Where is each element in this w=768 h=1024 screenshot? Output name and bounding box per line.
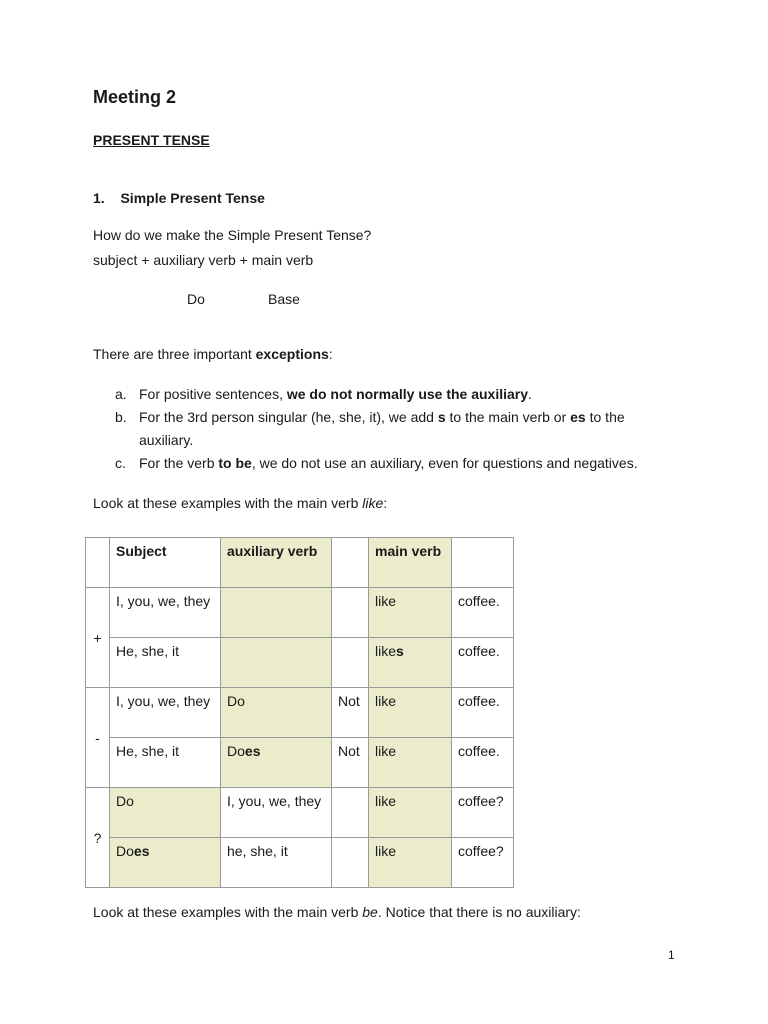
cell-main-verb: like bbox=[369, 788, 452, 838]
be-intro-italic: be bbox=[362, 904, 378, 920]
cell-subject: He, she, it bbox=[110, 638, 221, 688]
section-title: PRESENT TENSE bbox=[93, 132, 210, 148]
cell-auxiliary bbox=[221, 588, 332, 638]
cell-text: Do bbox=[227, 693, 245, 709]
list-bold-text: we do not normally use the auxiliary bbox=[286, 386, 529, 402]
examples-intro-text: Look at these examples with the main verb bbox=[93, 495, 363, 511]
formula-note-aux: Do bbox=[187, 291, 205, 307]
cell-not bbox=[332, 788, 369, 838]
negative-sign: - bbox=[86, 688, 110, 788]
table-row bbox=[86, 688, 514, 738]
table-row bbox=[86, 838, 514, 888]
list-text: For positive sentences, bbox=[139, 386, 287, 402]
cell-object: coffee? bbox=[452, 838, 514, 888]
list-bold-text: es bbox=[570, 409, 586, 425]
cell-text: Do bbox=[116, 843, 134, 859]
cell-text: like bbox=[375, 693, 397, 709]
cell-not bbox=[332, 838, 369, 888]
cell-suffix: s bbox=[396, 643, 404, 659]
be-examples-intro bbox=[93, 904, 581, 920]
header-auxiliary-verb: auxiliary verb bbox=[221, 538, 332, 588]
cell-subject: I, you, we, they bbox=[221, 788, 332, 838]
exceptions-intro-bold: exceptions bbox=[255, 346, 329, 362]
cell-not: Not bbox=[332, 688, 369, 738]
cell-subject: I, you, we, they bbox=[110, 688, 221, 738]
examples-intro-end: : bbox=[383, 495, 388, 511]
cell-main-verb: like bbox=[369, 838, 452, 888]
list-text: to the auxiliary. bbox=[139, 409, 625, 448]
question-line: How do we make the Simple Present Tense? bbox=[93, 227, 372, 243]
cell-text: Do bbox=[116, 793, 134, 809]
cell-text: like bbox=[375, 643, 397, 659]
list-item bbox=[115, 406, 675, 452]
list-marker: a. bbox=[115, 386, 127, 402]
cell-auxiliary bbox=[110, 788, 221, 838]
header-subject: Subject bbox=[110, 538, 221, 588]
cell-auxiliary bbox=[110, 838, 221, 888]
cell-object: coffee. bbox=[452, 688, 514, 738]
table-header-row bbox=[86, 538, 514, 588]
header-not bbox=[332, 538, 369, 588]
formula-note-main: Base bbox=[268, 291, 300, 307]
subsection-heading bbox=[93, 190, 265, 206]
page-heading: Meeting 2 bbox=[93, 87, 177, 107]
cell-object: coffee. bbox=[452, 588, 514, 638]
formula-line: subject + auxiliary verb + main verb bbox=[93, 252, 314, 268]
exceptions-intro-end: : bbox=[328, 346, 333, 362]
exceptions-list bbox=[115, 383, 675, 475]
list-text: For the 3rd person singular (he, she, it), we add bbox=[139, 409, 438, 425]
question-sign: ? bbox=[86, 788, 110, 888]
page-number: 1 bbox=[668, 948, 675, 962]
cell-object: coffee? bbox=[452, 788, 514, 838]
list-marker: c. bbox=[115, 455, 126, 471]
header-main-verb: main verb bbox=[369, 538, 452, 588]
list-marker: b. bbox=[115, 409, 127, 425]
cell-subject: he, she, it bbox=[221, 838, 332, 888]
exceptions-intro bbox=[93, 346, 333, 362]
cell-main-verb bbox=[369, 738, 452, 788]
cell-suffix: es bbox=[133, 843, 150, 859]
cell-text: Do bbox=[227, 743, 245, 759]
table-row bbox=[86, 788, 514, 838]
cell-auxiliary bbox=[221, 688, 332, 738]
grammar-table bbox=[85, 537, 514, 888]
table-row bbox=[86, 638, 514, 688]
cell-not: Not bbox=[332, 738, 369, 788]
positive-sign: + bbox=[86, 588, 110, 688]
cell-subject: I, you, we, they bbox=[110, 588, 221, 638]
list-text: For the verb bbox=[139, 455, 219, 471]
list-text: , we do not use an auxiliary, even for questions and negatives. bbox=[251, 455, 638, 471]
list-bold-text: to be bbox=[218, 455, 252, 471]
cell-text: like bbox=[375, 743, 397, 759]
cell-auxiliary bbox=[221, 638, 332, 688]
subsection-number: 1. bbox=[93, 190, 105, 206]
cell-main-verb bbox=[369, 688, 452, 738]
cell-not bbox=[332, 588, 369, 638]
cell-object: coffee. bbox=[452, 738, 514, 788]
be-intro-text-end: . Notice that there is no auxiliary: bbox=[377, 904, 581, 920]
cell-subject: He, she, it bbox=[110, 738, 221, 788]
cell-object: coffee. bbox=[452, 638, 514, 688]
list-text: to the main verb or bbox=[445, 409, 571, 425]
cell-not bbox=[332, 638, 369, 688]
cell-text: like bbox=[375, 593, 397, 609]
header-object bbox=[452, 538, 514, 588]
list-bold-text: s bbox=[437, 409, 446, 425]
table-row bbox=[86, 588, 514, 638]
cell-main-verb bbox=[369, 638, 452, 688]
list-text: . bbox=[528, 386, 532, 402]
examples-intro bbox=[93, 495, 387, 511]
examples-intro-italic: like bbox=[362, 495, 384, 511]
cell-suffix: es bbox=[244, 743, 261, 759]
table-cell-empty bbox=[86, 538, 110, 588]
be-intro-text: Look at these examples with the main verb bbox=[93, 904, 363, 920]
cell-main-verb bbox=[369, 588, 452, 638]
table-row bbox=[86, 738, 514, 788]
subsection-title: Simple Present Tense bbox=[120, 190, 265, 206]
cell-auxiliary bbox=[221, 738, 332, 788]
exceptions-intro-text: There are three important bbox=[93, 346, 256, 362]
list-item bbox=[115, 452, 675, 475]
list-item bbox=[115, 383, 675, 406]
